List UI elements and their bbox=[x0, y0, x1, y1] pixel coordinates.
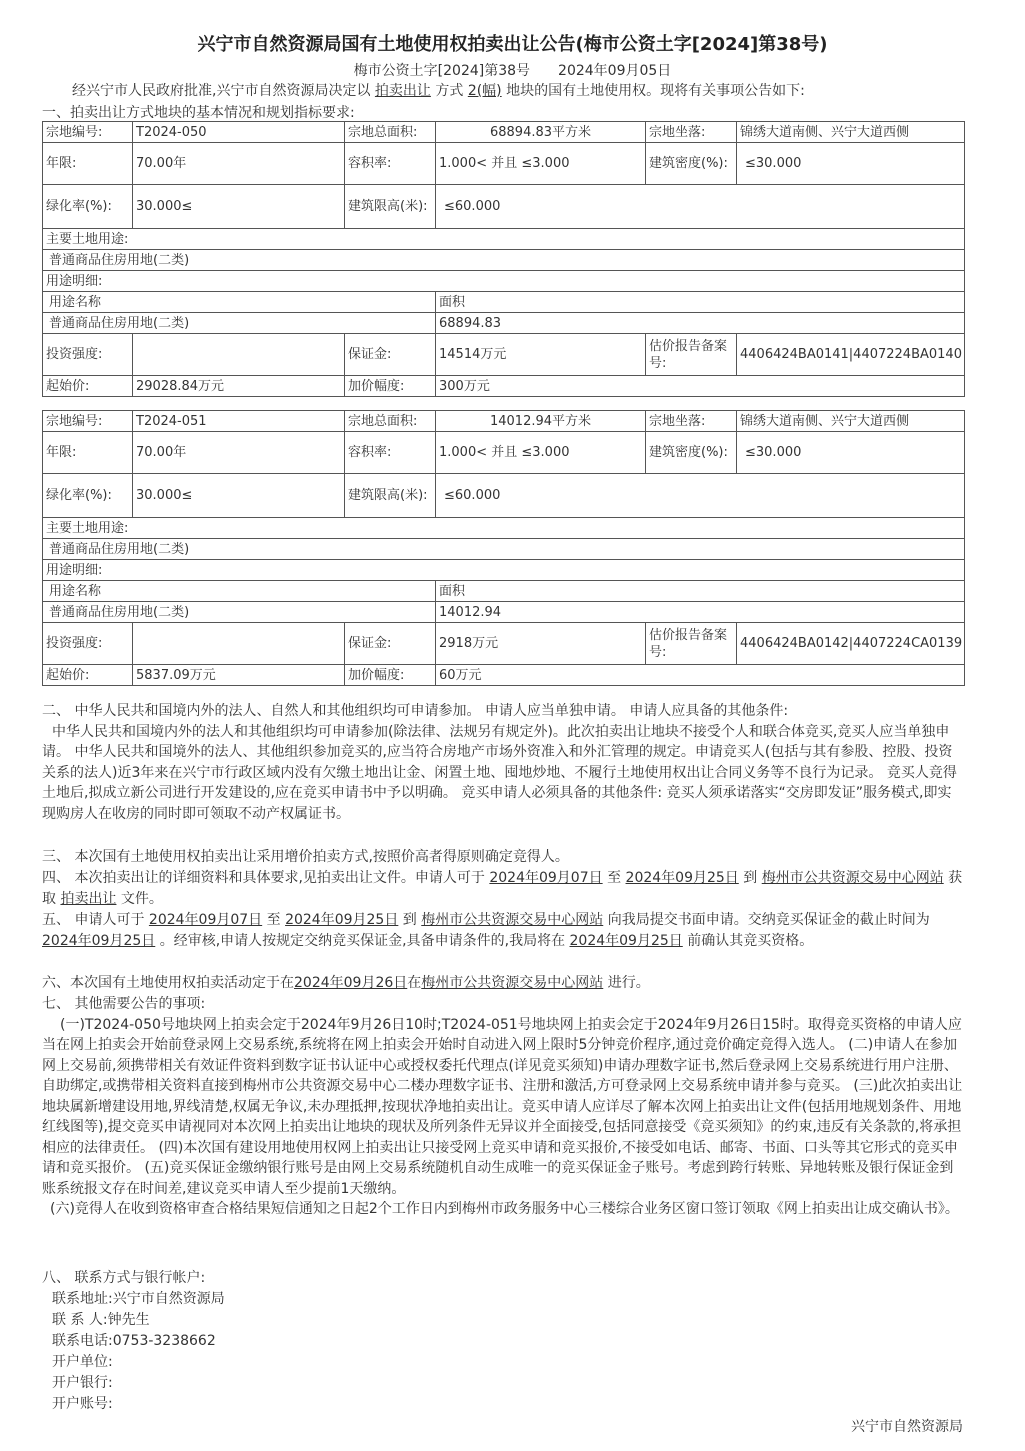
years: 70.00年 bbox=[133, 432, 345, 474]
label-years: 年限: bbox=[43, 432, 133, 474]
label-parcel-no: 宗地编号: bbox=[43, 411, 133, 432]
section-4: 四、 本次拍卖出让的详细资料和具体要求,见拍卖出让文件。申请人可于 2024年09月07日 至 2024年09月25日 到 梅州市公共资源交易中心网站 获取 拍卖出让 文件。 bbox=[42, 870, 963, 907]
contact-person: 钟先生 bbox=[107, 1312, 150, 1328]
label-increment: 加价幅度: bbox=[345, 665, 436, 686]
intro-paragraph: 经兴宁市人民政府批准,兴宁市自然资源局决定以 拍卖出让 方式 2(幅) 地块的国有土地使用权。现将有关事项公告如下: bbox=[72, 83, 805, 99]
green: 30.000≤ bbox=[133, 474, 345, 518]
start-price: 5837.09万元 bbox=[133, 665, 345, 686]
label-increment: 加价幅度: bbox=[345, 376, 436, 397]
contact-block: 联系地址:兴宁市自然资源局 联 系 人:钟先生 联系电话:0753-3238662 开户单位: 开户银行: 开户账号: bbox=[52, 1289, 225, 1415]
use-area: 14012.94 bbox=[436, 602, 965, 623]
density: ≤30.000 bbox=[737, 432, 965, 474]
label-invest: 投资强度: bbox=[43, 623, 133, 665]
doc-meta bbox=[0, 60, 1025, 80]
doc-link[interactable]: 拍卖出让 bbox=[60, 890, 117, 907]
invest bbox=[133, 334, 345, 376]
density: ≤30.000 bbox=[737, 143, 965, 185]
label-total-area: 宗地总面积: bbox=[345, 411, 436, 432]
label-far: 容积率: bbox=[345, 432, 436, 474]
site-link[interactable]: 梅州市公共资源交易中心网站 bbox=[421, 912, 604, 928]
parcel-table-1 bbox=[42, 121, 965, 397]
label-parcel-no: 宗地编号: bbox=[43, 122, 133, 143]
label-use-name: 用途名称 bbox=[43, 292, 436, 313]
label-start-price: 起始价: bbox=[43, 376, 133, 397]
section-7: 七、 其他需要公告的事项: (一)T2024-050号地块网上拍卖会定于2024年9月26日10时;T2024-051号地块网上拍卖会定于2024年9月26日15时。取得竞买资格的申请人应当在网上拍卖会开始前登录网上交易系统,系统将在网上拍卖会开始时自动进入网上限时5分钟竞价程序,通过竞价确定竞得入选人。 (二)申请人在参加网上交易前,须携带相关有效证件资料到数字证书认证中心或授权委托代理点(详见竞买须知)申请办理数字证书,然后登录网上交易系统进行用户注册、自助绑定,或携带相关资料直接到梅州市公共资源交易中心二楼办理数字证书、注册和激活,方可登录网上交易系统申请并参与竞买。 (三)此次拍卖出让地块属新增建设用地,界线清楚,权属无争议,未办理抵押,按现状净地拍卖出让。竞买申请人应详尽了解本次网上拍卖出让文件(包括用地规划条件、用地红线图等),提交竞买申请视同对本次网上拍卖出让地块的现状及所列条件无异议并全面接受,包括同意接受《竞买须知》的约束,违反有关条款的,将承担相应的法律责任。 (四)本次国有建设用地使用权网上拍卖出让只接受网上竞买申请和竞买报价,不接受如电话、邮寄、书面、口头等其它形式的竞买申请和竞买报价。 (五)竞买保证金缴纳银行账号是由网上交易系统随机自动生成唯一的竞买保证金子账号。考虑到跨行转账、异地转账及银行保证金到账系统报文存在时间差,建议竞买申请人至少提前1天缴纳。 (六)竞得人在收到资格审查合格结果短信通知之日起2个工作日内到梅州市政务服务中心三楼综合业务区窗口签订领取《网上拍卖出让成交确认书》。 bbox=[42, 994, 964, 1220]
start-price: 29028.84万元 bbox=[133, 376, 345, 397]
section-3: 三、 本次国有土地使用权拍卖出让采用增价拍卖方式,按照价高者得原则确定竞得人。 bbox=[42, 849, 569, 865]
deposit: 14514万元 bbox=[436, 334, 646, 376]
location: 锦绣大道南侧、兴宁大道西侧 bbox=[737, 122, 965, 143]
page-title: 兴宁市自然资源局国有土地使用权拍卖出让公告(梅市公资土字[2024]第38号) bbox=[197, 34, 828, 55]
section-2: 二、 中华人民共和国境内外的法人、自然人和其他组织均可申请参加。 申请人应当单独申请。 申请人应具备的其他条件: 中华人民共和国境内外的法人和其他组织均可申请参加(除法律、法规另有规定外)。此次拍卖出让地块不接受个人和联合体竞买,竞买人应当单独申请。 中华人民共和国境外的法人、其他组织参加竞买的,应当符合房地产市场外资准入和外汇管理的规定。申请竞买人(包括与其有参股、控股、投资关系的法人)近3年来在兴宁市行政区域内没有欠缴土地出让金、闲置土地、囤地炒地、不履行土地使用权出让合同义务等不良行为记录。 竞买人竞得土地后,拟成立新公司进行开发建设的,应在竞买申请书中予以明确。 竞买申请人必须具备的其他条件: 竞买人须承诺落实“交房即发证”服务模式,即实现购房人在收房的同时即可领取不动产权属证书。 bbox=[42, 701, 964, 824]
label-appraisal: 估价报告备案号: bbox=[646, 623, 737, 665]
height: ≤60.000 bbox=[436, 185, 965, 229]
parcel-no: T2024-051 bbox=[133, 411, 345, 432]
signature: 兴宁市自然资源局 bbox=[851, 1419, 963, 1435]
bank-unit: 开户单位: bbox=[52, 1354, 113, 1370]
label-start-price: 起始价: bbox=[43, 665, 133, 686]
total-area: 68894.83平方米 bbox=[436, 122, 646, 143]
contact-phone: 0753-3238662 bbox=[112, 1333, 216, 1349]
label-height: 建筑限高(米): bbox=[345, 185, 436, 229]
label-location: 宗地坐落: bbox=[646, 411, 737, 432]
bank-account: 开户账号: bbox=[52, 1396, 113, 1412]
contact-address: 兴宁市自然资源局 bbox=[112, 1291, 225, 1307]
label-density: 建筑密度(%): bbox=[646, 143, 737, 185]
label-main-use: 主要土地用途: bbox=[43, 229, 965, 250]
far: 1.000< 并且 ≤3.000 bbox=[436, 432, 646, 474]
label-appraisal: 估价报告备案号: bbox=[646, 334, 737, 376]
use-name: 普通商品住房用地(二类) bbox=[43, 602, 436, 623]
label-area: 面积 bbox=[436, 581, 965, 602]
far: 1.000< 并且 ≤3.000 bbox=[436, 143, 646, 185]
section-7-body-2: (六)竞得人在收到资格审查合格结果短信通知之日起2个工作日内到梅州市政务服务中心三楼综合业务区窗口签订领取《网上拍卖出让成交确认书》。 bbox=[50, 1201, 959, 1217]
label-use-name: 用途名称 bbox=[43, 581, 436, 602]
label-invest: 投资强度: bbox=[43, 334, 133, 376]
total-area: 14012.94平方米 bbox=[436, 411, 646, 432]
doc-number: 梅市公资土字[2024]第38号 bbox=[353, 63, 531, 79]
label-use-detail: 用途明细: bbox=[43, 560, 965, 581]
label-total-area: 宗地总面积: bbox=[345, 122, 436, 143]
parcel-table-2 bbox=[42, 410, 965, 686]
label-area: 面积 bbox=[436, 292, 965, 313]
label-main-use: 主要土地用途: bbox=[43, 518, 965, 539]
appraisal: 4406424BA0142|4407224CA0139 bbox=[737, 623, 965, 665]
section-5: 五、 申请人可于 2024年09月07日 至 2024年09月25日 到 梅州市公共资源交易中心网站 向我局提交书面申请。交纳竞买保证金的截止时间为2024年09月25日 。经审核,申请人按规定交纳竞买保证金,具备申请条件的,我局将在 2024年09月25日 前确认其竞买资格。 bbox=[42, 912, 930, 949]
bank-name: 开户银行: bbox=[52, 1375, 113, 1391]
section-1-title: 一、拍卖出让方式地块的基本情况和规划指标要求: bbox=[42, 105, 355, 121]
main-use: 普通商品住房用地(二类) bbox=[43, 250, 965, 271]
main-use: 普通商品住房用地(二类) bbox=[43, 539, 965, 560]
label-far: 容积率: bbox=[345, 143, 436, 185]
label-years: 年限: bbox=[43, 143, 133, 185]
method-link[interactable]: 拍卖出让 bbox=[374, 83, 431, 99]
section-8: 八、 联系方式与银行帐户: bbox=[42, 1270, 206, 1286]
label-green: 绿化率(%): bbox=[43, 474, 133, 518]
site-link[interactable]: 梅州市公共资源交易中心网站 bbox=[421, 975, 604, 991]
years: 70.00年 bbox=[133, 143, 345, 185]
deposit: 2918万元 bbox=[436, 623, 646, 665]
section-7-body: (一)T2024-050号地块网上拍卖会定于2024年9月26日10时;T2024-051号地块网上拍卖会定于2024年9月26日15时。取得竞买资格的申请人应当在网上拍卖会开始前登录网上交易系统,系统将在网上拍卖会开始时自动进入网上限时5分钟竞价程序,通过竞价确定竞得入选人。 (二)申请人在参加网上交易前,须携带相关有效证件资料到数字证书认证中心或授权委托代理点(详见竞买须知)申请办理数字证书,然后登录网上交易系统进行用户注册、自助绑定,或携带相关资料直接到梅州市公共资源交易中心二楼办理数字证书、注册和激活,方可登录网上交易系统申请并参与竞买。 (三)此次拍卖出让地块属新增建设用地,界线清楚,权属无争议,未办理抵押,按现状净地拍卖出让。竞买申请人应详尽了解本次网上拍卖出让文件(包括用地规划条件、用地红线图等),提交竞买申请视同对本次网上拍卖出让地块的现状及所列条件无异议并全面接受,包括同意接受《竞买须知》的约束,违反有关条款的,将承担相应的法律责任。 (四)本次国有建设用地使用权网上拍卖出让只接受网上竞买申请和竞买报价,不接受如电话、邮寄、书面、口头等其它形式的竞买申请和竞买报价。 (五)竞买保证金缴纳银行账号是由网上交易系统随机自动生成唯一的竞买保证金子账号。考虑到跨行转账、异地转账及银行保证金到账系统报文存在时间差,建议竞买申请人至少提前1天缴纳。 bbox=[42, 1016, 963, 1197]
parcel-no: T2024-050 bbox=[133, 122, 345, 143]
label-height: 建筑限高(米): bbox=[345, 474, 436, 518]
label-density: 建筑密度(%): bbox=[646, 432, 737, 474]
label-use-detail: 用途明细: bbox=[43, 271, 965, 292]
site-link[interactable]: 梅州市公共资源交易中心网站 bbox=[761, 870, 944, 886]
height: ≤60.000 bbox=[436, 474, 965, 518]
use-area: 68894.83 bbox=[436, 313, 965, 334]
invest bbox=[133, 623, 345, 665]
increment: 300万元 bbox=[436, 376, 965, 397]
increment: 60万元 bbox=[436, 665, 965, 686]
label-location: 宗地坐落: bbox=[646, 122, 737, 143]
use-name: 普通商品住房用地(二类) bbox=[43, 313, 436, 334]
appraisal: 4406424BA0141|4407224BA0140 bbox=[737, 334, 965, 376]
location: 锦绣大道南侧、兴宁大道西侧 bbox=[737, 411, 965, 432]
label-green: 绿化率(%): bbox=[43, 185, 133, 229]
green: 30.000≤ bbox=[133, 185, 345, 229]
section-6: 六、本次国有土地使用权拍卖活动定于在2024年09月26日在梅州市公共资源交易中心网站 进行。 bbox=[42, 975, 650, 991]
label-deposit: 保证金: bbox=[345, 334, 436, 376]
section-2-body: 中华人民共和国境内外的法人和其他组织均可申请参加(除法律、法规另有规定外)。此次拍卖出让地块不接受个人和联合体竞买,竞买人应当单独申请。 中华人民共和国境外的法人、其他组织参加竞买的,应当符合房地产市场外资准入和外汇管理的规定。申请竞买人(包括与其有参股、控股、投资关系的法人)近3年来在兴宁市行政区域内没有欠缴土地出让金、闲置土地、囤地炒地、不履行土地使用权出让合同义务等不良行为记录。 竞买人竞得土地后,拟成立新公司进行开发建设的,应在竞买申请书中予以明确。 竞买申请人必须具备的其他条件: 竞买人须承诺落实“交房即发证”服务模式,即实现购房人在收房的同时即可领取不动产权属证书。 bbox=[42, 723, 957, 822]
doc-date: 2024年09月05日 bbox=[558, 63, 672, 79]
label-deposit: 保证金: bbox=[345, 623, 436, 665]
